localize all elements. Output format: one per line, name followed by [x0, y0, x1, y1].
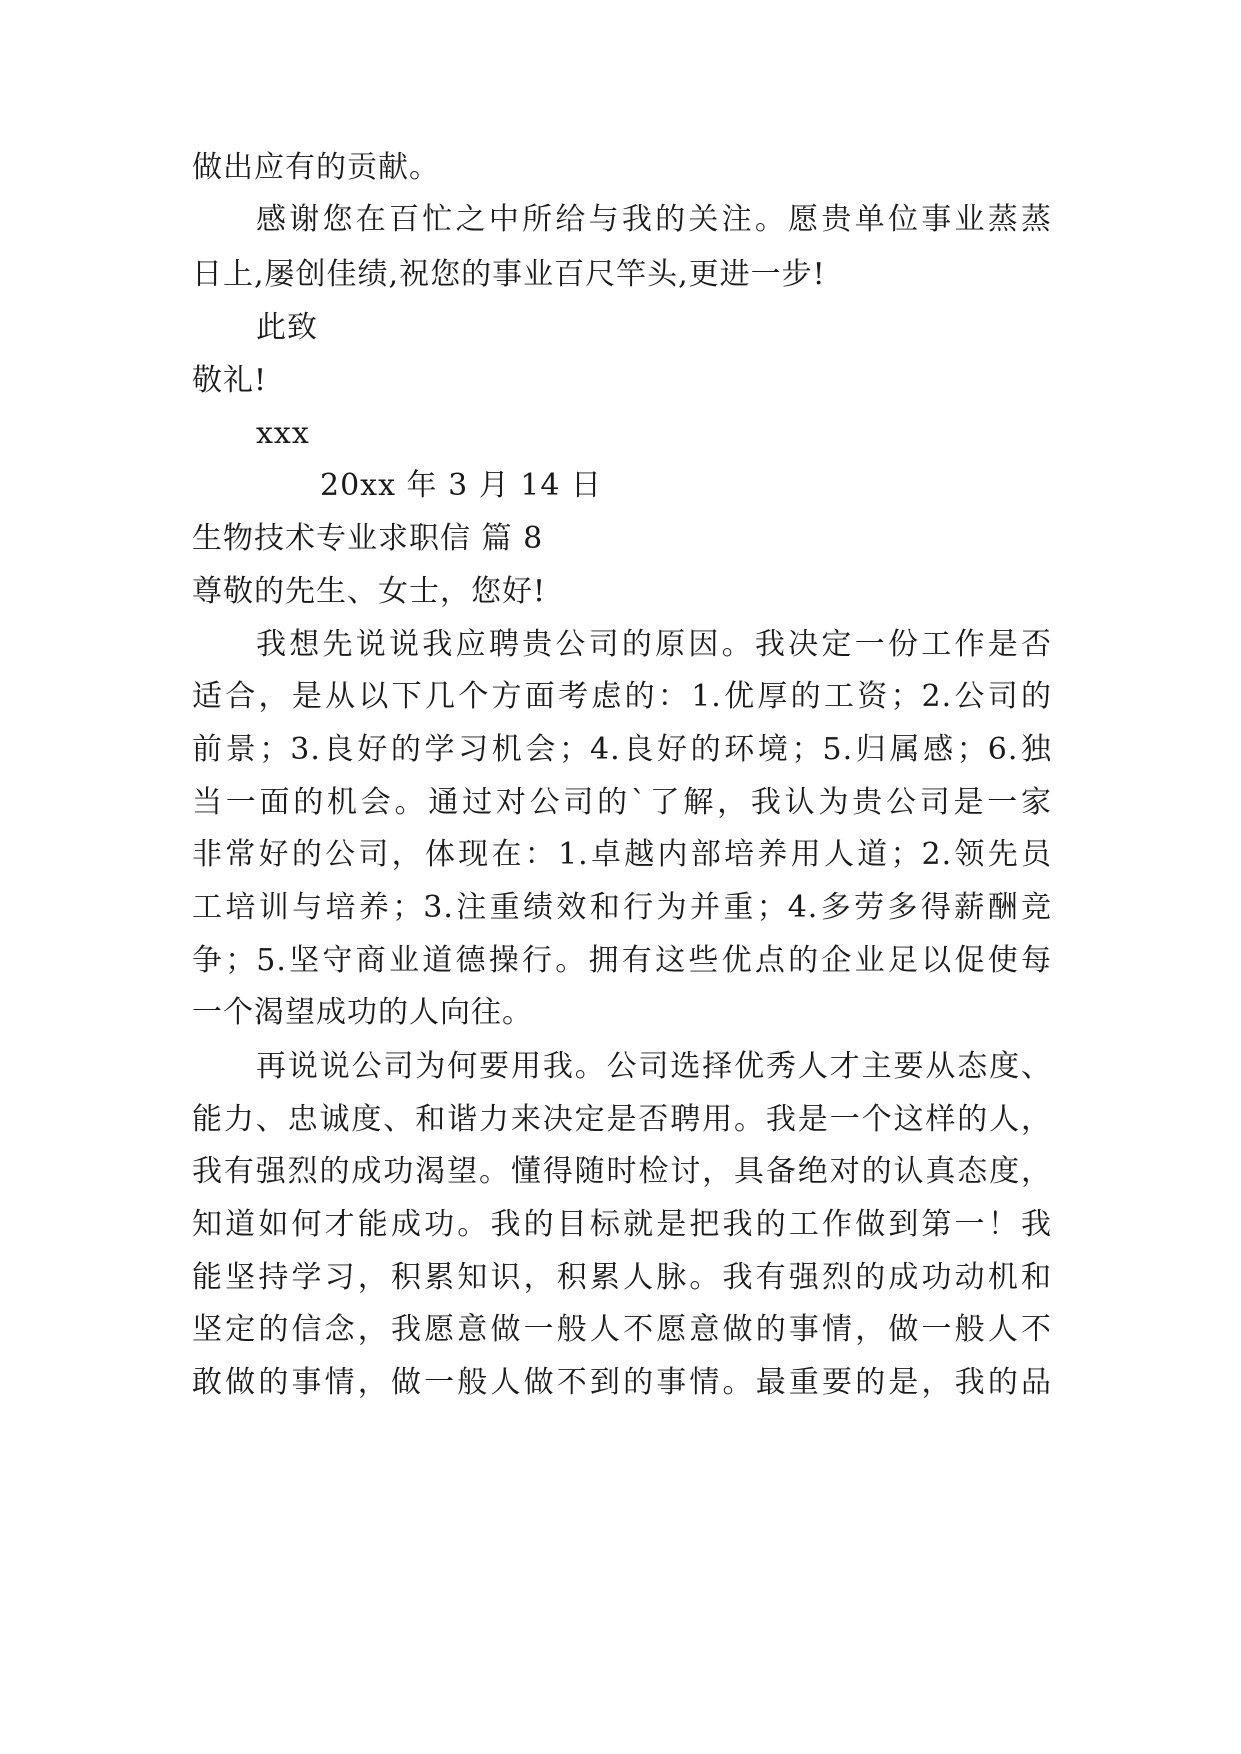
paragraph-line: 坚定的信念，我愿意做一般人不愿意做的事情，做一般人不	[192, 1312, 1052, 1347]
thanks-line-1: 感谢您在百忙之中所给与我的关注。愿贵单位事业蒸蒸	[256, 202, 1052, 237]
salutation-1: 此致	[256, 310, 318, 345]
greeting: 尊敬的先生、女士，您好!	[192, 574, 547, 609]
paragraph-line: 能坚持学习，积累知识，积累人脉。我有强烈的成功动机和	[192, 1260, 1052, 1295]
paragraph-line: 争；5.坚守商业道德操行。拥有这些优点的企业足以促使每	[192, 943, 1052, 978]
paragraph-line: 非常好的公司，体现在：1.卓越内部培养用人道；2.领先员	[192, 837, 1052, 872]
paragraph-line: 我有强烈的成功渴望。懂得随时检讨，具备绝对的认真态度，	[192, 1154, 1052, 1189]
letter-date: 20xx 年 3 月 14 日	[320, 468, 602, 503]
paragraph-line: 当一面的机会。通过对公司的`了解，我认为贵公司是一家	[192, 785, 1052, 820]
paragraph-line: 工培训与培养；3.注重绩效和行为并重；4.多劳多得薪酬竞	[192, 890, 1052, 925]
thanks-line-2: 日上,屡创佳绩,祝您的事业百尺竿头,更进一步!	[192, 257, 826, 292]
signature: xxx	[256, 416, 310, 451]
paragraph-line: 知道如何才能成功。我的目标就是把我的工作做到第一！我	[192, 1207, 1052, 1242]
section-heading: 生物技术专业求职信 篇 8	[192, 521, 544, 556]
paragraph-line: 适合，是从以下几个方面考虑的：1.优厚的工资；2.公司的	[192, 679, 1052, 714]
paragraph-line: 再说说公司为何要用我。公司选择优秀人才主要从态度、	[256, 1049, 1052, 1084]
paragraph-line: 一个渴望成功的人向往。	[192, 995, 533, 1030]
paragraph-line: 敢做的事情，做一般人做不到的事情。最重要的是，我的品	[192, 1365, 1052, 1400]
paragraph-line: 前景；3.良好的学习机会；4.良好的环境；5.归属感；6.独	[192, 732, 1052, 767]
paragraph-line: 能力、忠诚度、和谐力来决定是否聘用。我是一个这样的人，	[192, 1102, 1052, 1137]
paragraph-line: 我想先说说我应聘贵公司的原因。我决定一份工作是否	[256, 627, 1052, 662]
salutation-2: 敬礼!	[192, 363, 268, 398]
contribution-line: 做出应有的贡献。	[192, 150, 440, 185]
